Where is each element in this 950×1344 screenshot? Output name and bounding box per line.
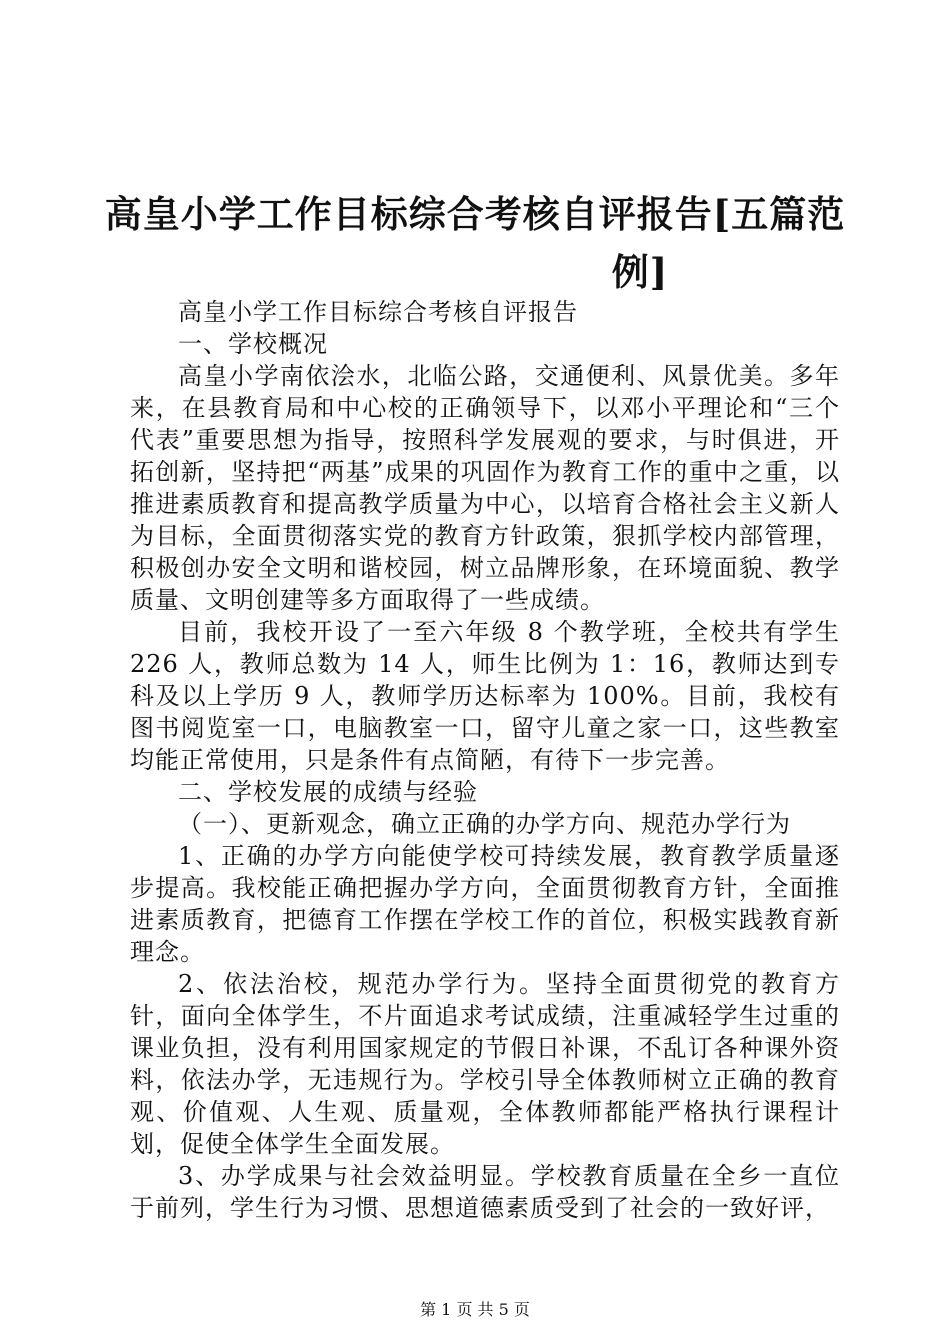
- title-line-1: 高皇小学工作目标综合考核自评报告[五篇范: [104, 192, 846, 236]
- document-title: [100, 185, 850, 301]
- report-subtitle: 高皇小学工作目标综合考核自评报告: [178, 298, 578, 326]
- document-body: [130, 296, 840, 1224]
- paragraph: 3、办学成果与社会效益明显。学校教育质量在全乡一直位于前列，学生行为习惯、思想道德素质受到了社会的一致好评，: [130, 1162, 840, 1222]
- section-heading-1: 一、学校概况: [178, 330, 328, 358]
- paragraph: 高皇小学南依浍水，北临公路，交通便利、风景优美。多年来，在县教育局和中心校的正确领导下，以邓小平理论和“三个代表”重要思想为指导，按照科学发展观的要求，与时俱进，开拓创新，坚持把“两基”成果的巩固作为教育工作的重中之重，以推进素质教育和提高教学质量为中心，以培育合格社会主义新人为目标，全面贯彻落实党的教育方针政策，狠抓学校内部管理，积极创办安全文明和谐校园，树立品牌形象，在环境面貌、教学质量、文明创建等多方面取得了一些成绩。: [130, 362, 840, 614]
- title-line-2: 例]: [611, 250, 669, 294]
- page-footer: 第 1 页 共 5 页: [420, 1300, 530, 1319]
- paragraph: 2、依法治校，规范办学行为。坚持全面贯彻党的教育方针，面向全体学生，不片面追求考试成绩，注重减轻学生过重的课业负担，没有利用国家规定的节假日补课，不乱订各种课外资料，依法办学，无违规行为。学校引导全体教师树立正确的教育观、价值观、人生观、质量观，全体教师都能严格执行课程计划，促使全体学生全面发展。: [130, 970, 840, 1158]
- subsection-heading: （一）、更新观念，确立正确的办学方向、规范办学行为: [178, 810, 791, 838]
- section-heading-2: 二、学校发展的成绩与经验: [178, 778, 478, 806]
- paragraph: 1、正确的办学方向能使学校可持续发展，教育教学质量逐步提高。我校能正确把握办学方向，全面贯彻教育方针，全面推进素质教育，把德育工作摆在学校工作的首位，积极实践教育新理念。: [130, 842, 840, 966]
- paragraph: 目前，我校开设了一至六年级 8 个教学班，全校共有学生 226 人，教师总数为 14 人，师生比例为 1：16，教师达到专科及以上学历 9 人，教师学历达标率为 100%。目前，我校有图书阅览室一口，电脑教室一口，留守儿童之家一口，这些教室均能正常使用，只是条件有点简陋，有待下一步完善。: [130, 618, 840, 774]
